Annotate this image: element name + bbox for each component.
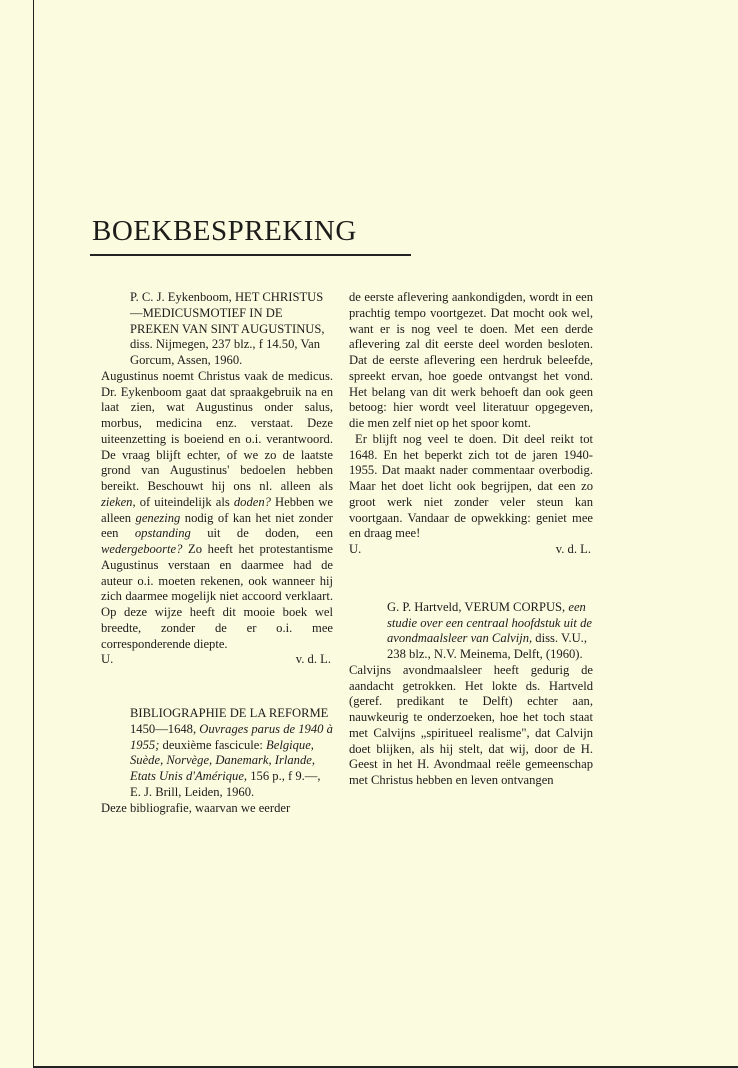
review3-paragraph: Calvijns avondmaalsleer heeft gedurig de aandacht getrokken. Het lokte ds. Hartveld (geref. predikant te Delft) echter aan, nauwkeurig te onderzoeken, hoe het toch staat met Calvijns „spiritueel realisme", dat Calvijn doet blijken, als hij stelt, dat wij, door de H. Geest in het H. Avondmaal reële gemeenschap met Christus hebben en leven ontvangen [349, 662, 593, 787]
review2-signature-initial: U. [349, 542, 362, 556]
review2-paragraph-continued: de eerste aflevering aankondigden, wordt in een prachtig tempo voortgezet. Dat mocht ook wel, want er is nog veel te doen. Met een derde aflevering zal dit eerste deel worden besloten. Dat de eerste aflevering een herdruk beleefde, spreekt ervan, hoe goede ontvangst het vond. Het belang van dit werk behoeft dan ook geen betoog: hier wordt veel literatuur opgegeven, die men zelf niet op het spoor komt. [349, 290, 593, 430]
title-underline [90, 254, 411, 256]
review2-signature-author: v. d. L. [555, 542, 591, 556]
review2-paragraph-start: Deze bibliografie, waarvan we eerder [101, 800, 291, 815]
review1-reference: P. C. J. Eykenboom, HET CHRISTUS—MEDICUSMOTIEF IN DE PREKEN VAN SINT AUGUSTINUS, diss. Nijmegen, 237 blz., f 14.50, Van Gorcum, Assen, 1960. [130, 290, 325, 367]
right-column [349, 290, 593, 789]
review2-paragraph-2: Er blijft nog veel te doen. Dit deel reikt tot 1648. En het beperkt zich tot de jaren 1940-1955. Dat maakt nader commentaar overbodig. Maar het doet licht ook begrijpen, dat een zo groot werk niet zonder veler steun kan voortgaan. Vandaar de opwekking: geniet mee en draag mee! [349, 431, 593, 541]
review1-signature [101, 652, 333, 668]
review2-reference: BIBLIOGRAPHIE DE LA REFORME 1450—1648, Ouvrages parus de 1940 à 1955; deuxième fascicule: Belgique, Suède, Norvège, Danemark, Irlande, Etats Unis d'Amérique, 156 p., f 9.—, E. J. Brill, Leiden, 1960. [130, 706, 333, 799]
review1-signature-initial: U. [101, 652, 114, 667]
left-column [101, 290, 333, 816]
review2-signature [349, 542, 593, 558]
review3-reference: G. P. Hartveld, VERUM CORPUS, een studie over een centraal hoofdstuk uit de avondmaalsleer van Calvijn, diss. V.U., 238 blz., N.V. Meinema, Delft, (1960). [387, 599, 592, 661]
review1-paragraph: Augustinus noemt Christus vaak de medicus. Dr. Eykenboom gaat dat spraakgebruik na en laat zien, wat Augustinus onder salus, morbus, medicina enz. verstaat. Deze uiteenzetting is boeiend en o.i. verantwoord. De vraag blijft echter, of we zo de laatste grond van Augustinus' bedoelen hebben bereikt. Beschouwt hij ons nl. alleen als zieken, of uiteindelijk als doden? Hebben we alleen genezing nodig of kan het niet zonder een opstanding uit de doden, een wedergeboorte? Zo heeft het protestantisme Augustinus verstaan en daarmee had de auteur o.i. moeten rekenen, ook wanneer hij zich daarmee mogelijk niet accoord verklaart. Op deze wijze heeft dit mooie boek wel breedte, zonder de er o.i. mee corresponderende diepte. [101, 368, 333, 651]
page-title: BOEKBESPREKING [92, 215, 357, 247]
page-frame-left-edge [33, 0, 34, 1068]
review1-signature-author: v. d. L. [295, 652, 331, 667]
